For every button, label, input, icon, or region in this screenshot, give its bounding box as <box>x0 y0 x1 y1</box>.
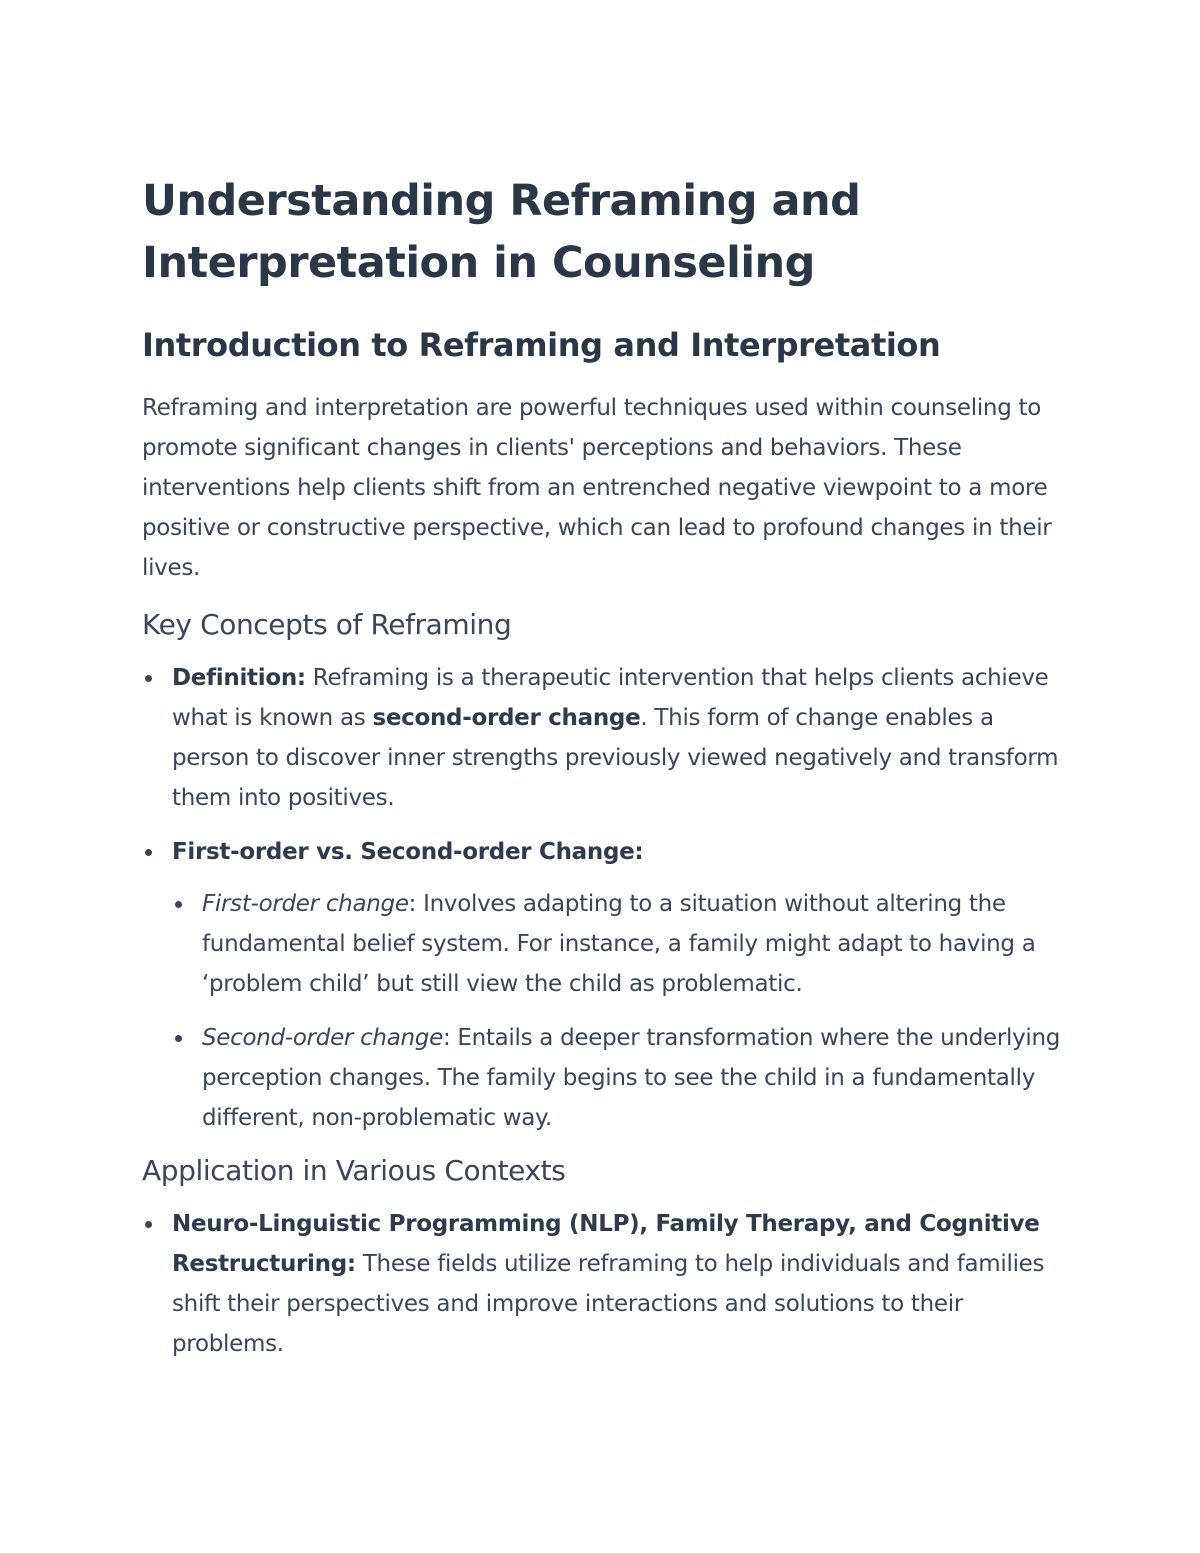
list-item-definition <box>142 658 1062 818</box>
definition-text-after: . This form of change enables a person to discover inner strengths previously viewed negatively and transform them into positives. <box>172 705 1059 811</box>
key-concepts-list <box>142 658 1062 1138</box>
sub-list-item-first-order <box>172 884 1062 1004</box>
intro-heading: Introduction to Reframing and Interpretation <box>142 326 941 364</box>
application-heading: Application in Various Contexts <box>142 1154 566 1187</box>
list-item-change-types <box>142 832 1062 1138</box>
application-list <box>142 1204 1062 1364</box>
nlp-text: These fields utilize reframing to help individuals and families shift their perspectives and improve interactions and solutions to their problems. <box>172 1251 1045 1357</box>
title-line-2: Interpretation in Counseling <box>142 238 815 288</box>
change-types-label: First-order vs. Second-order Change: <box>172 839 644 865</box>
document-page <box>142 170 1062 1378</box>
first-order-term: First-order change <box>202 891 409 917</box>
page-title <box>142 170 1062 294</box>
title-line-1: Understanding Reframing and <box>142 176 861 226</box>
definition-text-before: Reframing is a therapeutic intervention that helps clients achieve what is known as <box>172 665 1049 731</box>
first-order-text: : Involves adapting to a situation without altering the fundamental belief system. For instance, a family might adapt to having a ‘problem child’ but still view the child as problematic. <box>202 891 1036 997</box>
list-item-nlp <box>142 1204 1062 1364</box>
sub-list-item-second-order <box>172 1018 1062 1138</box>
definition-bold-term: second-order change <box>372 705 641 731</box>
definition-label: Definition: <box>172 665 306 691</box>
nlp-label: Neuro-Linguistic Programming (NLP), Family Therapy, and Cognitive Restructuring: <box>172 1211 1040 1277</box>
intro-paragraph: Reframing and interpretation are powerful techniques used within counseling to promote significant changes in clients' perceptions and behaviors. These interventions help clients shift from an entrenched negative viewpoint to a more positive or constructive perspective, which can lead to profound changes in their lives. <box>142 395 1052 581</box>
change-types-sublist <box>172 884 1062 1138</box>
key-concepts-heading: Key Concepts of Reframing <box>142 608 512 641</box>
second-order-text: : Entails a deeper transformation where the underlying perception changes. The family begins to see the child in a fundamentally different, non-problematic way. <box>202 1025 1061 1131</box>
second-order-term: Second-order change <box>202 1025 443 1051</box>
